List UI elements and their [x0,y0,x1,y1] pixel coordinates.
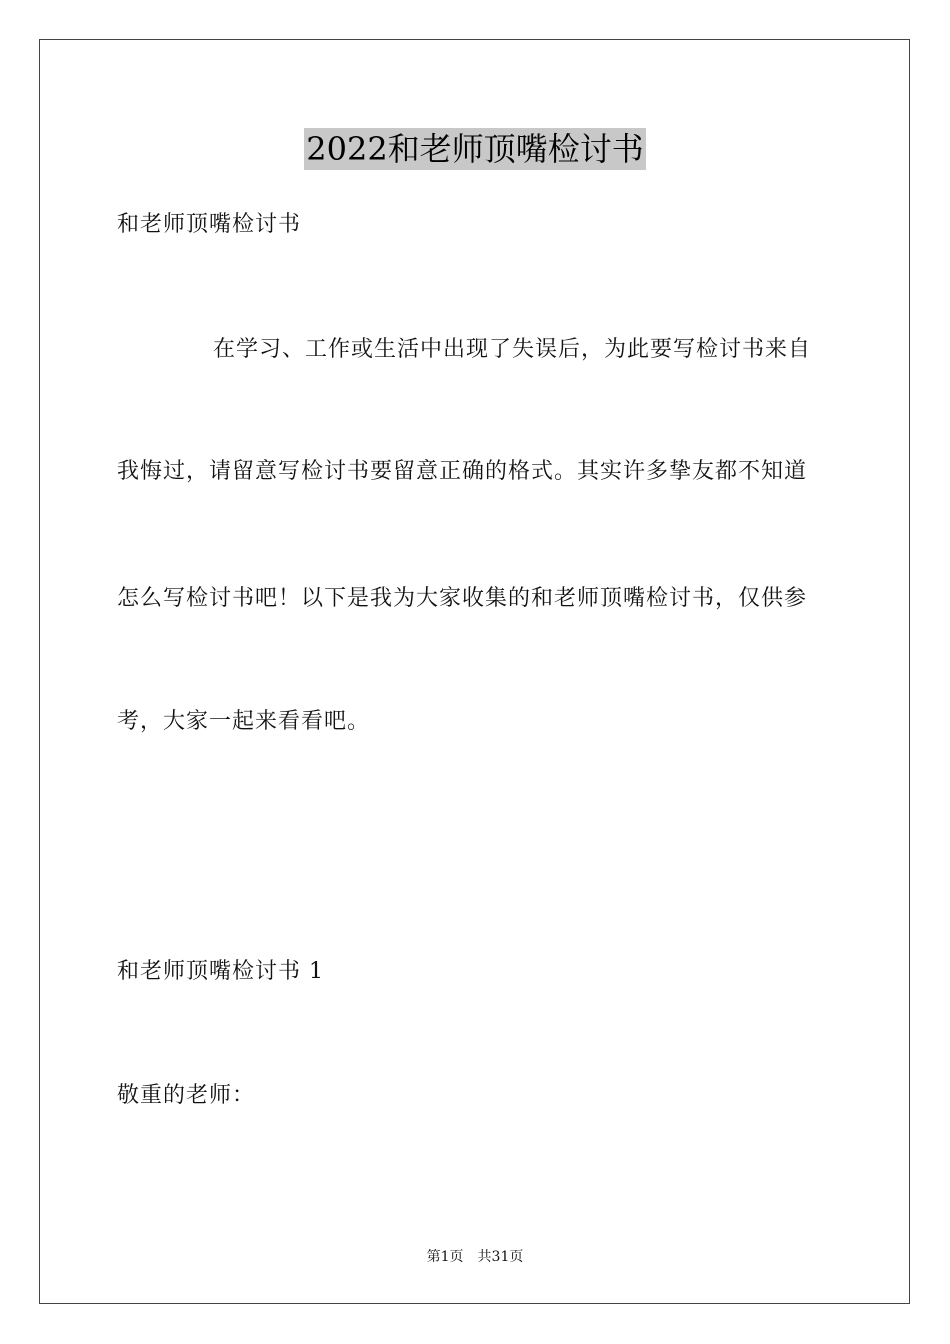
intro-line-2: 我悔过，请留意写检讨书要留意正确的格式。其实许多挚友都不知道 [117,459,808,484]
document-title-text: 2022和老师顶嘴检讨书 [306,130,644,168]
page-footer [0,1247,950,1267]
section-heading: 和老师顶嘴检讨书 1 [117,959,324,984]
footer-total-pages: 31 [491,1249,510,1265]
footer-page-number: 1 [440,1249,450,1265]
intro-line-1: 在学习、工作或生活中出现了失误后，为此要写检讨书来自 [213,337,812,362]
document-subtitle: 和老师顶嘴检讨书 [117,212,302,237]
salutation: 敬重的老师： [117,1083,256,1108]
document-title [0,128,950,170]
intro-line-3: 怎么写检讨书吧！以下是我为大家收集的和老师顶嘴检讨书，仅供参 [117,586,808,611]
footer-mid: 页 共 [449,1249,492,1265]
intro-line-4: 考，大家一起来看看吧。 [117,709,371,734]
footer-prefix: 第 [426,1249,441,1265]
footer-suffix: 页 [509,1249,524,1265]
